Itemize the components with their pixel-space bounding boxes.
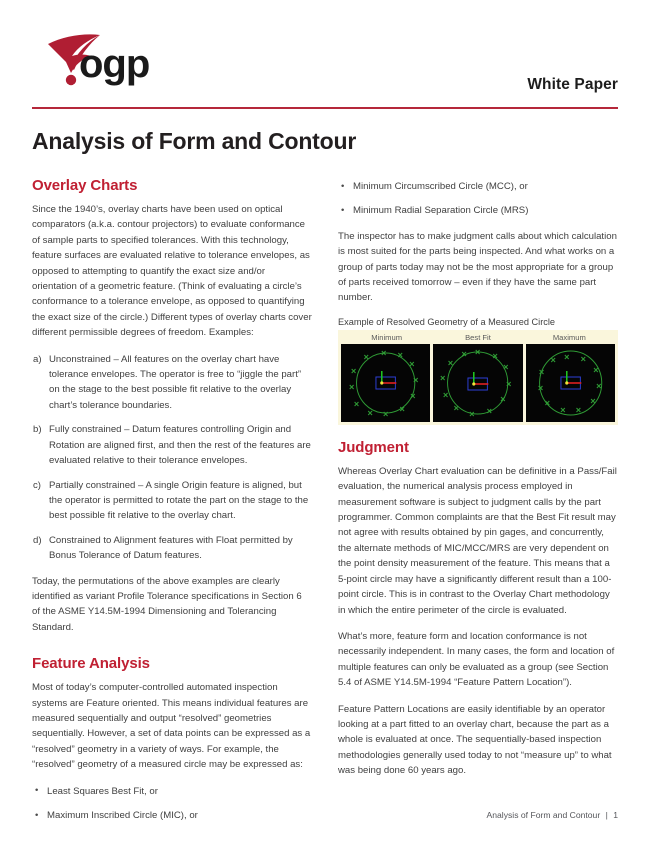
figure-panel-labels: [341, 332, 615, 344]
circle-panel-minimum: [341, 344, 430, 422]
page-header: [32, 0, 618, 112]
document-type-label: White Paper: [527, 76, 618, 93]
list-marker: a): [33, 353, 42, 365]
panel-label-best-fit: Best Fit: [465, 332, 491, 342]
footer-page-number: 1: [613, 810, 618, 820]
overlay-charts-paragraph-1: Since the 1940’s, overlay charts have been used on optical comparators (a.k.a. contour projectors) to evaluate conformance of sample parts to specified tolerances. With this technology, feature surfaces are evaluated relative to tolerance envelopes, as opposed to attempting to quantify the exact size and/or orientation of a geometric feature. (Think of evaluating a circle’s conformance to a tolerance envelope, as opposed to quantifying the exact size of the circle.) Different types of overlay charts cover different permissible degrees of freedom. Examples:: [32, 204, 312, 339]
figure-panels: [341, 344, 615, 422]
svg-text:ogp: ogp: [79, 42, 150, 86]
left-column: [32, 177, 312, 833]
panel-label-minimum: Minimum: [371, 332, 403, 342]
list-item: • Least Squares Best Fit, or: [32, 784, 312, 799]
list-item: [32, 478, 312, 524]
list-marker: b): [33, 424, 42, 436]
list-item: • Minimum Circumscribed Circle (MCC), or: [338, 179, 618, 194]
measured-point-markers: [441, 350, 511, 416]
inspector-judgment-paragraph: The inspector has to make judgment calls about which calculation is most suited for the parts being inspected. And what works on a group of parts today may not be the most appropriate for a group of parts received tomorrow – even if they have the same part number.: [338, 230, 617, 304]
overlay-charts-paragraph-2: Today, the permutations of the above examples are clearly identified as variant Profile Tolerance specifications in Section 6 of the ASME Y14.5M-1994 Dimensioning and Tolerancing Standard.: [32, 575, 302, 633]
list-item: [32, 533, 312, 564]
judgment-paragraph-2: What’s more, feature form and location conformance is not necessarily independent. In many cases, the form and location of multiple features can only be evaluated as a group (see Section 5.4 of ASME Y14.5M-1994 “Feature Pattern Location”).: [338, 630, 615, 689]
resolved-geometry-list-left: [32, 784, 312, 824]
list-item: [32, 422, 312, 468]
footer-separator: |: [605, 810, 608, 820]
content-columns: [32, 177, 618, 833]
footer-title: Analysis of Form and Contour: [486, 810, 601, 820]
overlay-chart-types-list: [32, 352, 312, 564]
list-item-text: Fully constrained – Datum features controlling Origin and Rotation are aligned first, and then the rest of the features are evaluated relative to their tolerance envelopes.: [49, 424, 311, 467]
best-fit-circle-diagram: [433, 344, 522, 422]
list-marker: c): [33, 479, 41, 491]
judgment-paragraph-3: Feature Pattern Locations are easily identifiable by an operator looking at a part fitted to an overlay chart, because the part as a whole is evaluated at once. The sequentially-based inspection methodologies generally used today to not “measure up” to what was being done 60 years ago.: [338, 703, 612, 777]
maximum-circle-diagram: [526, 344, 615, 422]
list-item-text: Constrained to Alignment features with Float permitted by Bonus Tolerance of Datum features.: [49, 534, 293, 562]
figure-caption: Example of Resolved Geometry of a Measured Circle: [338, 316, 556, 327]
minimum-circle-diagram: [341, 344, 430, 422]
section-heading-judgment: Judgment: [338, 438, 409, 456]
judgment-paragraph-1: Whereas Overlay Chart evaluation can be definitive in a Pass/Fail evaluation, the numerical analysis process employed in measurement software is subject to judgment calls by the part programmer. Common complaints are that the Best Fit result may not agree with results obtained by pin gages, and concurrently, the alternate methods of MIC/MCC/MRS are very dependent on the point density measurement of the feature. This means that a 5-point circle may have a significantly different result than a 100-point circle. This is in contrast to the Overlay Chart methodology in which the entire perimeter of the circle is evaluated.: [338, 465, 617, 616]
list-item: • Maximum Inscribed Circle (MIC), or: [32, 808, 312, 823]
list-marker: d): [33, 534, 42, 546]
page-footer: [487, 810, 618, 820]
panel-label-maximum: Maximum: [552, 332, 586, 342]
circle-panel-best-fit: [433, 344, 522, 422]
feature-analysis-paragraph-1: Most of today’s computer-controlled automated inspection systems are Feature oriented. This means individual features are measured sequentially and output “resolved” geometries sequentially. However, a set of data points can be expressed as a “resolved” geometry in a variety of ways. For example, the “resolved” geometry of a measured circle may be expressed as:: [32, 682, 311, 771]
right-column: [338, 177, 618, 833]
list-item: [32, 352, 312, 414]
page-title: Analysis of Form and Contour: [32, 128, 357, 154]
resolved-geometry-figure: [338, 317, 618, 425]
figure-strip: [338, 330, 618, 425]
section-heading-feature-analysis: Feature Analysis: [32, 655, 150, 673]
ogp-logo: [44, 30, 194, 90]
circle-panel-maximum: [526, 344, 615, 422]
section-heading-overlay-charts: Overlay Charts: [32, 177, 138, 194]
list-item: • Minimum Radial Separation Circle (MRS): [338, 203, 618, 218]
list-item-text: Unconstrained – All features on the overlay chart have tolerance envelopes. The operator is free to “jiggle the part” on the stage to the best possible fit relative to the overlay chart’s tolerance boundaries.: [49, 353, 302, 411]
resolved-geometry-list-right: [338, 179, 618, 219]
header-divider: [32, 107, 618, 109]
list-item-text: Partially constrained – A single Origin feature is aligned, but the operator is permitted to rotate the part on the stage to the best possible fit relative to the overlay chart.: [49, 479, 309, 522]
